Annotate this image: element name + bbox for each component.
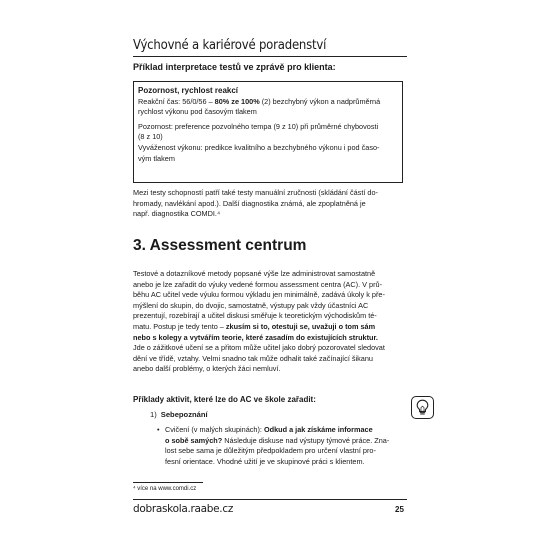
sub-line: lost sebe sama je důležitým předpokladem pro určení vlastní pro-	[165, 446, 376, 456]
lightbulb-icon	[411, 396, 434, 419]
section-line: prezentují, rozebírají a učitel diskusi směřuje k teoretickým východiskům té-	[133, 311, 377, 321]
page-number: 25	[395, 505, 404, 514]
sub-line: fesní orientace. Vhodné užití je ve skupinové práci s klientem.	[165, 456, 365, 466]
section-line: anebo další problémy, o kterých žáci nemluví.	[133, 364, 281, 374]
running-header: Výchovné a kariérové poradenství	[133, 38, 327, 53]
section-line: mýšlení do skupin, do dvojic, samostatně, výstupy pak vždy účastníci AC	[133, 300, 369, 310]
sub-line	[165, 425, 403, 436]
sub-line-b: Následuje diskuse nad výstupy týmové práce. Zna-	[222, 435, 390, 445]
section-line	[133, 322, 403, 333]
list-item-number: 1)	[150, 410, 157, 419]
section-line-a: matu. Postup je tedy tento –	[133, 321, 226, 331]
box-line-1-c: (2) bezchybný výkon a nadprůměrná	[259, 96, 381, 106]
intro-line: např. diagnostika COMDI.⁴	[133, 209, 221, 219]
list-item-label: Sebepoznání	[160, 410, 208, 419]
box-line-6: vým tlakem	[138, 153, 175, 163]
bullet-icon: •	[157, 425, 160, 434]
section-paragraph	[133, 269, 403, 375]
example-heading: Příklad interpretace testů ve zprávě pro klienta:	[133, 62, 336, 72]
box-title: Pozornost, rychlost reakcí	[138, 86, 239, 95]
section-line-bold: nebo s kolegy a vytvářím teorie, které zasadím do existujících struktur.	[133, 332, 378, 342]
section-line-bold: zkusím si to, otestuji se, uvažuji o tom sám	[225, 321, 376, 331]
intro-line: hromady, navlékání apod.). Další diagnostika známá, ale zpoplatněná je	[133, 198, 366, 208]
box-line-2: rychlost výkonu pod časovým tlakem	[138, 107, 257, 117]
box-line-1-b: 80% ze 100%	[214, 96, 260, 106]
section-title: 3. Assessment centrum	[133, 237, 307, 254]
header-rule	[133, 56, 407, 57]
sub-line-a: Cvičení (v malých skupinách):	[165, 425, 264, 434]
list-item-self-knowledge	[150, 410, 208, 419]
footnote-rule	[133, 482, 203, 483]
intro-paragraph	[133, 188, 403, 220]
section-line: anebo je lze zařadit do výuky vedené formou assessment centra (AC). V prů-	[133, 279, 383, 289]
sub-line-bold: o sobě samých?	[165, 435, 223, 445]
box-line-5: Vyváženost výkonu: predikce kvalitního a bezchybného výkonu i pod časo-	[138, 142, 380, 152]
box-line-3: Pozornost: preference pozvolného tempa (9 z 10) při průměrné chybovosti	[138, 121, 379, 131]
box-line-4: (8 z 10)	[138, 132, 163, 142]
activities-heading: Příklady aktivit, které lze do AC ve škole zařadit:	[133, 395, 316, 404]
section-line: dění ve třídě, vztahy. Velmi snadno tak může odhalit také začínající šikanu	[133, 353, 373, 363]
section-line: Jde o zážitkové učení se a přitom může učitel jako dobrý pozorovatel sledovat	[133, 343, 385, 353]
box-line-1	[138, 97, 398, 108]
sub-list-item	[157, 425, 403, 467]
footer-url: dobraskola.raabe.cz	[133, 503, 234, 515]
footer-rule	[133, 499, 407, 500]
sub-line	[165, 436, 403, 447]
intro-line: Mezi testy schopností patří také testy manuální zručnosti (skládání částí do-	[133, 188, 378, 197]
example-box	[133, 81, 403, 183]
footnote: ⁴ více na www.comdi.cz	[133, 486, 197, 492]
section-line: běhu AC učitel vede výuku formou výkladu jen minimálně, zadává úkoly k pře-	[133, 290, 385, 300]
section-line: Testové a dotazníkové metody popsané výše lze administrovat samostatně	[133, 269, 376, 278]
sub-line-bold: Odkud a jak získáme informace	[263, 425, 373, 434]
box-line-1-a: Reakční čas: 56/0/56 –	[138, 96, 215, 106]
